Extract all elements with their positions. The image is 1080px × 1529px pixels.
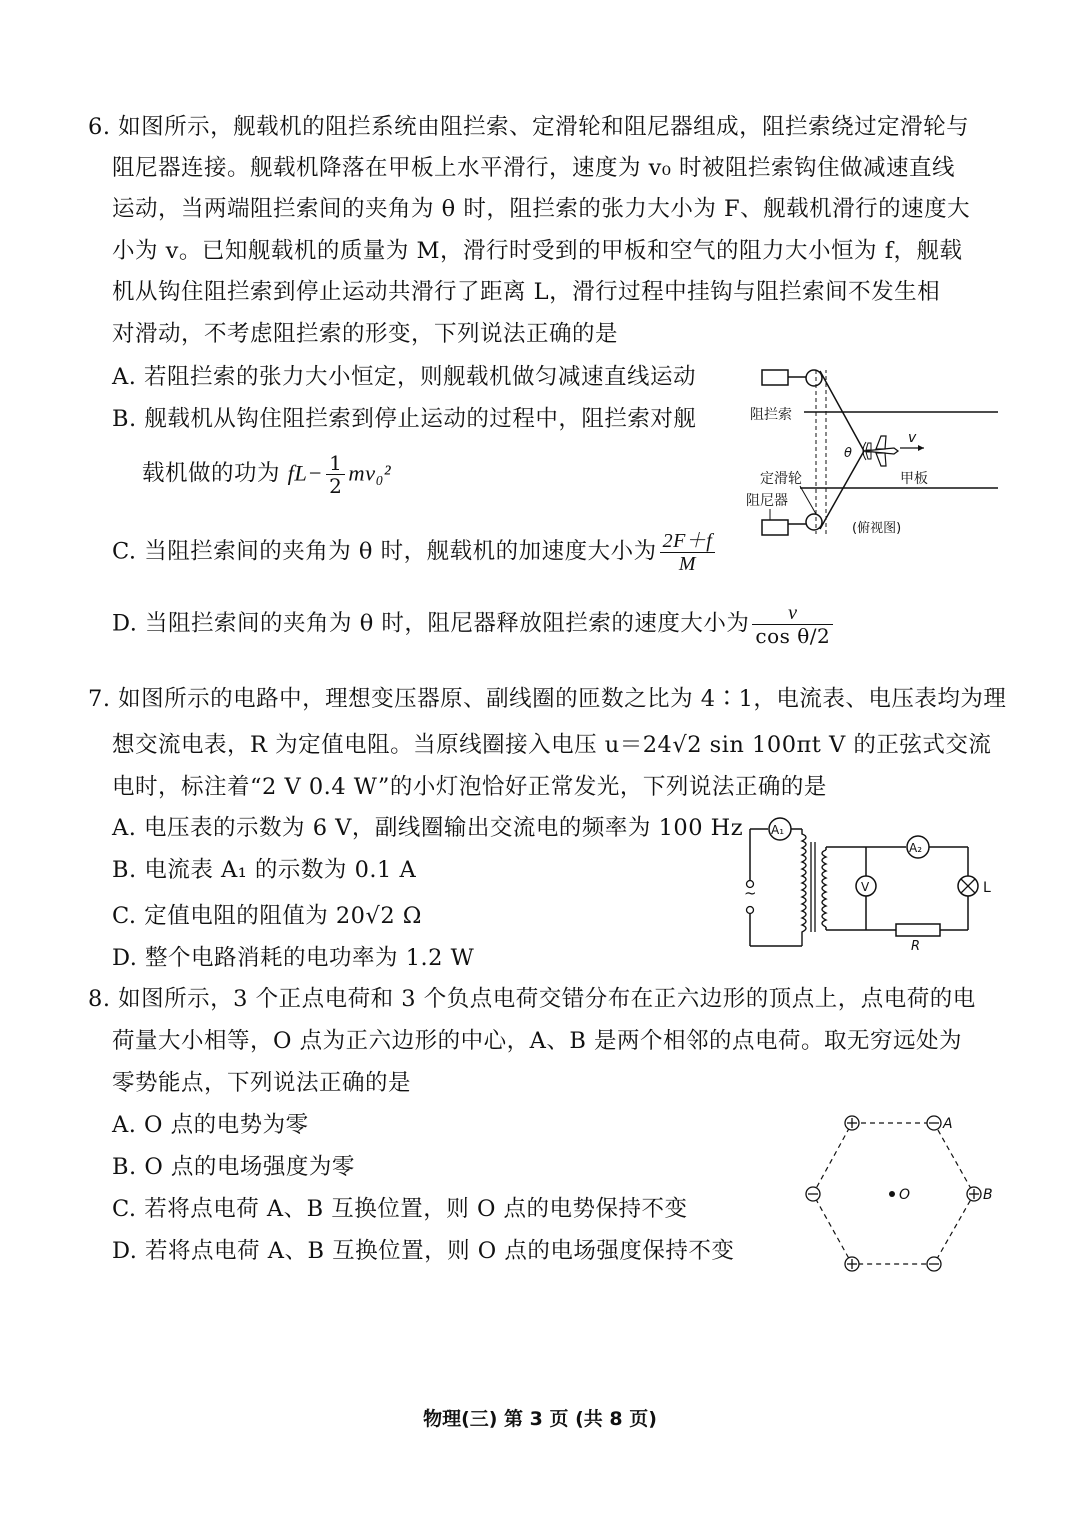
- q6-velocity-label: v: [908, 430, 917, 446]
- q7-transformer-circuit: [740, 812, 1000, 952]
- q8-hexagon-charges: [796, 1106, 1006, 1276]
- ammeter-a2-label: A₂: [909, 841, 923, 855]
- q6-option-b-fraction: [326, 452, 345, 497]
- q7-line-2: 想交流电表，R 为定值电阻。当原线圈接入电压 u＝24√2 sin 100πt V 的正弦式交流: [112, 732, 992, 758]
- rope-label: 阻拦索: [750, 407, 792, 423]
- q6-option-b-line-2: [142, 452, 391, 497]
- lamp-label: L: [983, 880, 991, 896]
- q8-line-1: 8. 如图所示，3 个正点电荷和 3 个负点电荷交错分布在正六边形的顶点上，点电荷的电: [88, 986, 976, 1012]
- q6-option-b-math-end: mv₀²: [348, 460, 392, 486]
- q7-option-a: A. 电压表的示数为 6 V，副线圈输出交流电的频率为 100 Hz: [112, 815, 744, 841]
- q6-option-d: [112, 602, 836, 647]
- q8-option-a: A. O 点的电势为零: [112, 1112, 309, 1138]
- q6-option-b-frac-den: 2: [329, 474, 343, 498]
- positive-charge-icon: [967, 1187, 981, 1201]
- q8-option-c: C. 若将点电荷 A、B 互换位置，则 O 点的电势保持不变: [112, 1196, 688, 1222]
- q6-line-2: 阻尼器连接。舰载机降落在甲板上水平滑行，速度为 v₀ 时被阻拦索钩住做减速直线: [112, 155, 956, 181]
- ammeter-a1-label: A₁: [771, 823, 785, 837]
- q6-arrest-system-figure: [740, 362, 1010, 542]
- ac-source-symbol: ~: [744, 884, 757, 902]
- upper-pulley: [806, 370, 822, 386]
- q7-option-b: B. 电流表 A₁ 的示数为 0.1 A: [112, 857, 417, 883]
- page-footer: 物理(三) 第 3 页 (共 8 页): [423, 1408, 657, 1430]
- q6-option-d-frac-num: v: [752, 602, 833, 625]
- label-o: O: [899, 1187, 911, 1203]
- q6-option-a: A. 若阻拦索的张力大小恒定，则舰载机做匀减速直线运动: [112, 364, 697, 390]
- primary-coil: [802, 829, 806, 946]
- top-view-caption: (俯视图): [852, 521, 902, 536]
- q6-option-d-frac-den: cos θ/2: [755, 624, 831, 648]
- q6-line-5: 机从钩住阻拦索到停止运动共滑行了距离 L，滑行过程中挂钩与阻拦索间不发生相: [112, 279, 941, 305]
- q6-option-c-frac-den: M: [678, 553, 697, 575]
- lower-damper-box: [762, 520, 788, 535]
- secondary-coil: [822, 850, 826, 927]
- q6-option-b-frac-num: 1: [326, 452, 345, 475]
- q6-option-c: [112, 530, 718, 575]
- q6-option-c-frac-num: 2F＋f: [660, 530, 716, 553]
- q8-option-d: D. 若将点电荷 A、B 互换位置，则 O 点的电场强度保持不变: [112, 1238, 735, 1264]
- lower-pulley: [806, 514, 822, 530]
- label-a: A: [943, 1116, 953, 1132]
- upper-damper-box: [762, 370, 788, 385]
- q6-option-b-math: fL−: [287, 460, 324, 486]
- negative-charge-icon: [806, 1187, 820, 1201]
- negative-charge-icon: [927, 1116, 941, 1130]
- q8-line-3: 零势能点，下列说法正确的是: [112, 1070, 412, 1096]
- aircraft-icon: [864, 436, 898, 466]
- label-b: B: [983, 1187, 993, 1203]
- resistor-label: R: [911, 939, 921, 952]
- q6-option-c-fraction: [660, 530, 716, 575]
- positive-charge-icon: [845, 1116, 859, 1130]
- q6-option-d-fraction: [752, 602, 833, 647]
- q8-option-b: B. O 点的电场强度为零: [112, 1154, 355, 1180]
- negative-charge-icon: [927, 1257, 941, 1271]
- q7-option-c: C. 定值电阻的阻值为 20√2 Ω: [112, 903, 422, 929]
- q8-line-2: 荷量大小相等，O 点为正六边形的中心，A、B 是两个相邻的点电荷。取无穷远处为: [112, 1028, 963, 1054]
- voltmeter-label: V: [861, 880, 870, 894]
- pulley-label: 定滑轮: [760, 471, 802, 487]
- q6-line-1: 6. 如图所示，舰载机的阻拦系统由阻拦索、定滑轮和阻尼器组成，阻拦索绕过定滑轮与: [88, 114, 970, 140]
- positive-charge-icon: [845, 1257, 859, 1271]
- q7-option-d: D. 整个电路消耗的电功率为 1.2 W: [112, 945, 475, 971]
- q6-option-c-text: C. 当阻拦索间的夹角为 θ 时，舰载机的加速度大小为: [112, 538, 657, 565]
- q6-theta-label: θ: [844, 446, 852, 461]
- q6-line-3: 运动，当两端阻拦索间的夹角为 θ 时，阻拦索的张力大小为 F、舰载机滑行的速度大: [112, 196, 971, 222]
- resistor-r: [896, 924, 940, 936]
- q6-line-6: 对滑动，不考虑阻拦索的形变，下列说法正确的是: [112, 321, 619, 347]
- q6-option-b-text: 载机做的功为: [142, 460, 288, 487]
- q6-option-b-line-1: B. 舰载机从钩住阻拦索到停止运动的过程中，阻拦索对舰: [112, 406, 697, 432]
- q6-line-4: 小为 v。已知舰载机的质量为 M，滑行时受到的甲板和空气的阻力大小恒为 f，舰载: [112, 238, 963, 264]
- damper-label: 阻尼器: [746, 493, 788, 509]
- q6-option-d-text: D. 当阻拦索间的夹角为 θ 时，阻尼器释放阻拦索的速度大小为: [112, 610, 750, 637]
- center-point-o: [889, 1191, 895, 1197]
- q7-line-3: 电时，标注着“2 V 0.4 W”的小灯泡恰好正常发光，下列说法正确的是: [112, 774, 827, 800]
- q7-line-1: 7. 如图所示的电路中，理想变压器原、副线圈的匝数之比为 4∶1，电流表、电压表均为理: [88, 686, 1007, 712]
- deck-label: 甲板: [900, 471, 928, 487]
